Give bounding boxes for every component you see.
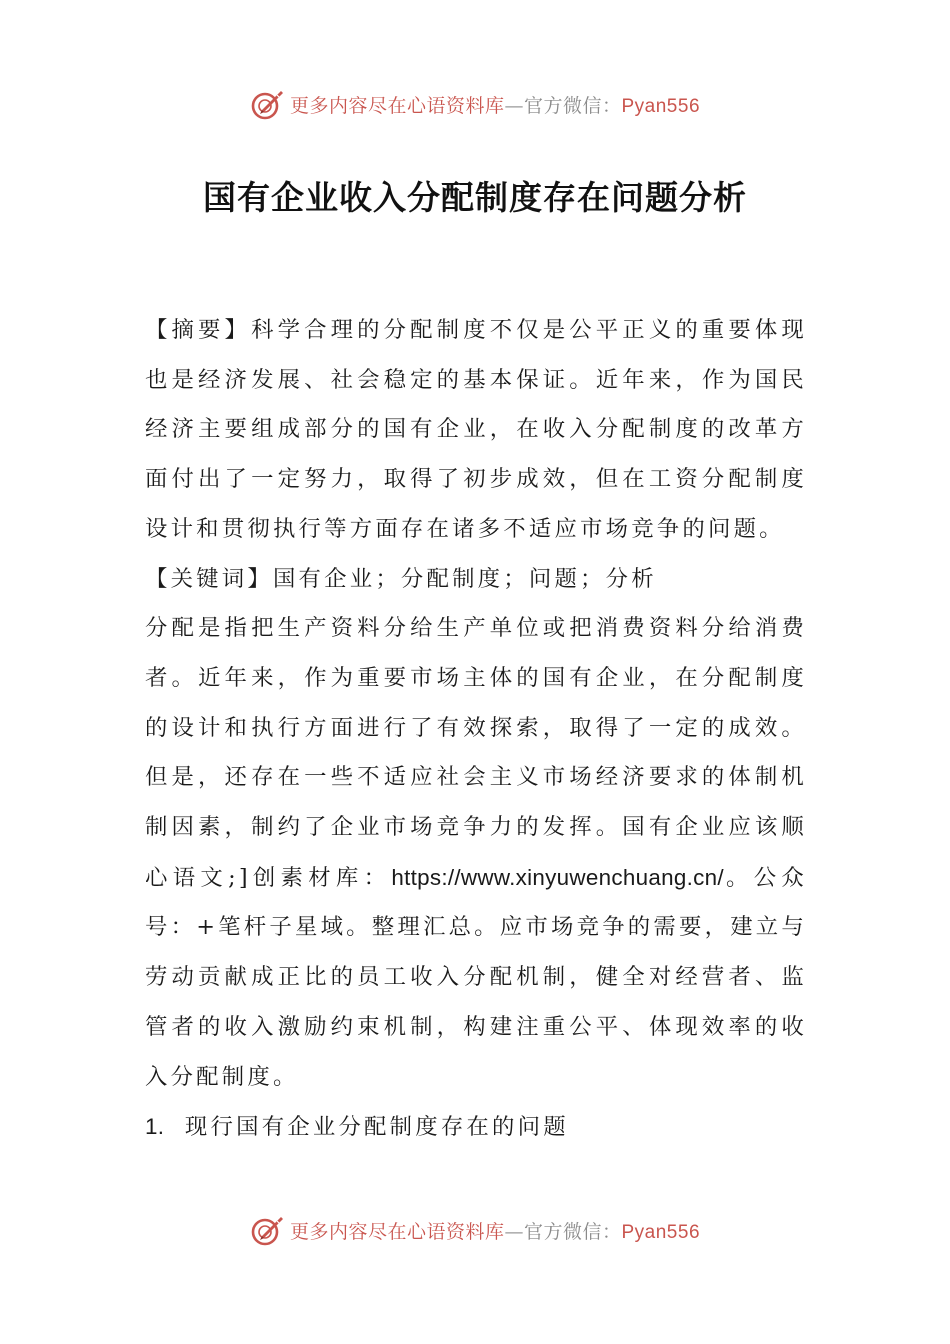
header-watermark <box>0 82 950 126</box>
watermark-wechat-id: Pyan556 <box>621 95 701 117</box>
body-text-part2: 。公众号：+笔杆子星域。整理汇总。应市场竞争的需要，建立与劳动贡献成正比的员工收入分配机制，健全对经营者、监管者的收入激励约束机制，构建注重公平、体现效率的收入分配制度。 <box>145 864 807 1090</box>
watermark-separator: — <box>504 1220 524 1243</box>
section-title: 现行国有企业分配制度存在的问题 <box>184 1114 569 1141</box>
watermark-official-label: 官方微信： <box>523 1220 622 1243</box>
pen-logo-icon <box>250 86 286 122</box>
footer-watermark <box>0 1208 950 1252</box>
source-url-link[interactable]: https://www.xinyuwenchuang.cn/ <box>391 864 724 890</box>
watermark-text <box>290 91 700 118</box>
document-title: 国有企业收入分配制度存在问题分析 <box>203 178 747 217</box>
watermark-separator: — <box>504 94 524 117</box>
watermark-library-name: 更多内容尽在心语资料库 <box>289 94 505 117</box>
body-text-part1: 分配是指把生产资料分给生产单位或把消费资料分给消费者。近年来，作为重要市场主体的国有企业，在分配制度的设计和执行方面进行了有效探索，取得了一定的成效。但是，还存在一些不适应社会主义市场经济要求的体制机制因素，制约了企业市场竞争力的发挥。国有企业应该顺心语文;]创素材库： <box>145 615 807 891</box>
watermark-text <box>290 1217 700 1244</box>
watermark-library-name: 更多内容尽在心语资料库 <box>289 1220 505 1243</box>
section-number: 1. <box>145 1114 165 1140</box>
watermark-official-label: 官方微信： <box>523 94 622 117</box>
section-heading-1 <box>145 1102 807 1153</box>
body-paragraph <box>145 604 807 1102</box>
abstract-paragraph: 【摘要】科学合理的分配制度不仅是公平正义的重要体现也是经济发展、社会稳定的基本保证。近年来，作为国民经济主要组成部分的国有企业，在收入分配制度的改革方面付出了一定努力，取得了初步成效，但在工资分配制度设计和贯彻执行等方面存在诸多不适应市场竞争的问题。 <box>145 317 807 542</box>
pen-logo-icon <box>250 1212 286 1248</box>
document-body <box>145 306 807 1153</box>
watermark-wechat-id: Pyan556 <box>621 1221 701 1243</box>
keywords-paragraph: 【关键词】国有企业；分配制度；问题；分析 <box>145 565 657 592</box>
